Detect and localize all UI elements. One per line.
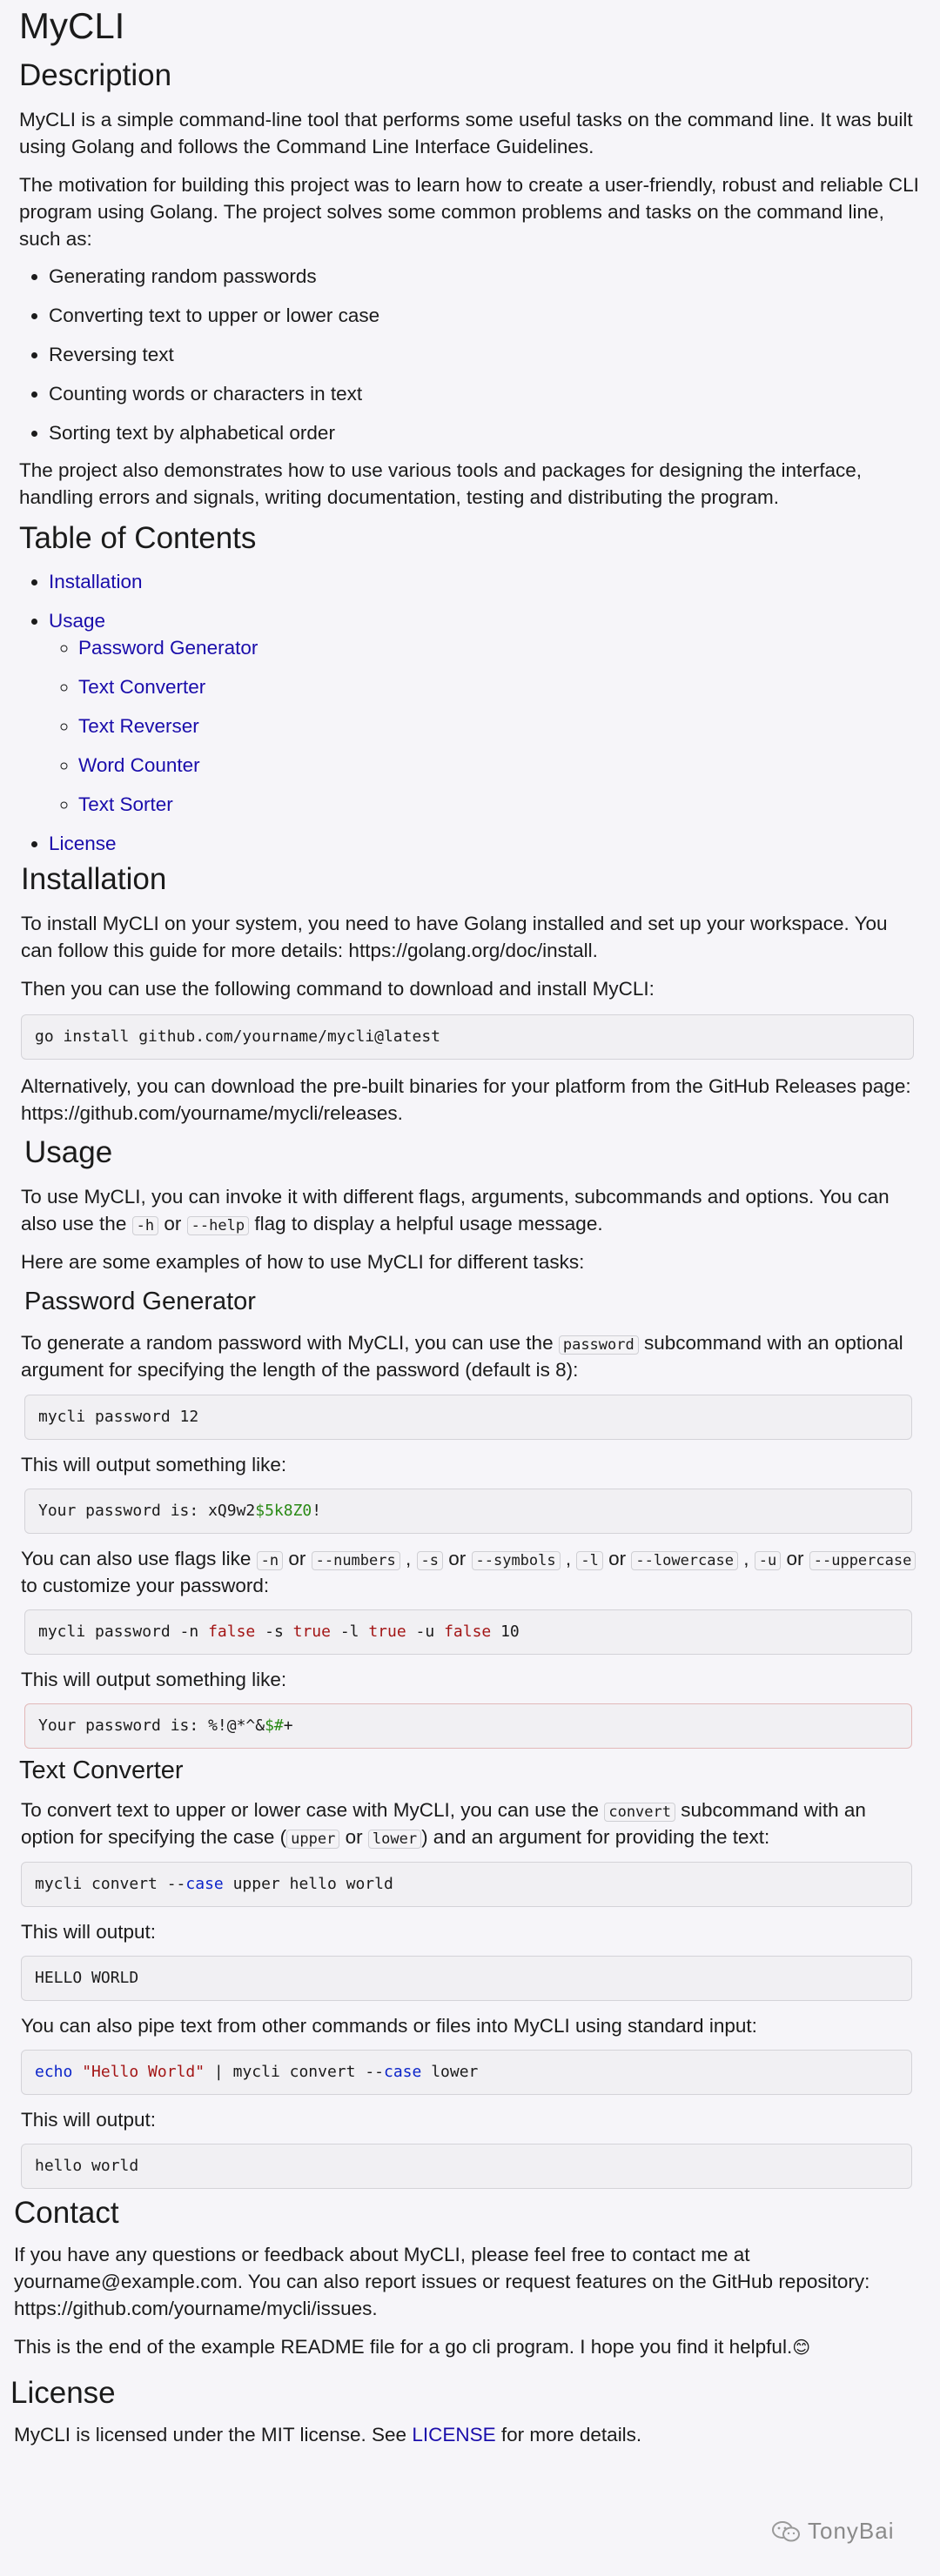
output-highlight: $#: [265, 1716, 284, 1735]
toc-list: [19, 568, 921, 857]
toc-link-text-reverser[interactable]: Text Reverser: [78, 715, 199, 737]
converter-output-label-2: This will output:: [21, 2109, 157, 2131]
contact-heading: Contact: [14, 2196, 119, 2230]
code-text: 10: [491, 1623, 520, 1641]
password-paragraph-1: [21, 1329, 921, 1383]
contact-paragraph-1: If you have any questions or feedback about MyCLI, please feel free to contact me at yourname@example.com. You can also report issues or request features on the GitHub repository: https://github.com/yourname/mycli/issues.: [14, 2244, 870, 2319]
toc-item-license: [49, 830, 921, 857]
license-link[interactable]: LICENSE: [412, 2424, 496, 2446]
license-heading: License: [10, 2376, 116, 2410]
toc-subitem: [78, 713, 921, 739]
code-keyword: case: [185, 1875, 224, 1893]
code-text: mycli convert --: [35, 1875, 186, 1893]
description-paragraph-2: The motivation for building this project was to learn how to create a user-friendly, robust and reliable CLI program using Golang. The project solves some common problems and tasks on the command line, such as:: [19, 174, 919, 250]
license-text: MyCLI is licensed under the MIT license. See: [14, 2424, 407, 2446]
watermark: [771, 2518, 895, 2545]
task-list: [19, 263, 921, 446]
flag-code: -n: [257, 1551, 283, 1570]
toc-link-license[interactable]: License: [49, 833, 117, 854]
installation-paragraph-3: Alternatively, you can download the pre-built binaries for your platform from the GitHub Releases page: https://github.com/yourname/mycli/releases.: [21, 1075, 911, 1124]
password-text: You can also use flags like: [21, 1548, 252, 1569]
toc-heading: Table of Contents: [19, 521, 257, 555]
password-output-block: [24, 1489, 912, 1534]
output-text: Your password is: %!@*^&: [38, 1716, 265, 1735]
license-paragraph: [14, 2421, 921, 2448]
flag-code: --uppercase: [809, 1551, 916, 1570]
code-keyword: case: [384, 2063, 422, 2081]
install-command-block: go install github.com/yourname/mycli@latest: [21, 1014, 914, 1060]
flag-help-code: --help: [187, 1216, 249, 1235]
code-literal: false: [444, 1623, 492, 1641]
description-heading: Description: [19, 58, 172, 92]
code-literal: true: [368, 1623, 406, 1641]
flag-code: --numbers: [312, 1551, 400, 1570]
toc-subitem: [78, 673, 921, 700]
contact-text: This is the end of the example README file for a go cli program. I hope you find it helpful.: [14, 2336, 793, 2358]
convert-subcommand-code: convert: [604, 1803, 675, 1822]
toc-subitem: [78, 634, 921, 661]
password-output-block-2: [24, 1703, 912, 1749]
code-literal: false: [208, 1623, 256, 1641]
code-text: | mycli convert --: [205, 2063, 384, 2081]
usage-text: To use MyCLI, you can invoke it with different flags, arguments, subcommands and options. You can also use the: [21, 1186, 890, 1234]
converter-text: ) and an argument for providing the text:: [421, 1826, 770, 1848]
toc-link-text-sorter[interactable]: Text Sorter: [78, 793, 173, 815]
toc-link-text-converter[interactable]: Text Converter: [78, 676, 206, 698]
converter-output-label: This will output:: [21, 1921, 157, 1943]
convert-upper-output-block: HELLO WORLD: [21, 1956, 912, 2001]
password-output-label-2: This will output something like:: [21, 1669, 287, 1690]
toc-link-usage[interactable]: Usage: [49, 610, 106, 632]
toc-link-installation[interactable]: Installation: [49, 571, 143, 592]
upper-code: upper: [286, 1830, 339, 1849]
list-item: • Counting words or characters in text: [49, 380, 921, 407]
toc-item-installation: [49, 568, 921, 595]
password-paragraph-2: You can also use flags like -n or --numbers , -s or --symbols , -l or --lowercase , -u or --uppercase to customize your password:: [21, 1545, 921, 1599]
code-text: -l: [330, 1623, 369, 1641]
flag-h-code: -h: [132, 1216, 158, 1235]
toc-link-word-counter[interactable]: Word Counter: [78, 754, 200, 776]
text-converter-heading: Text Converter: [19, 1756, 184, 1784]
description-paragraph-1: MyCLI is a simple command-line tool that performs some useful tasks on the command line. It was built using Golang and follows the Command Line Interface Guidelines.: [19, 109, 913, 157]
toc-subitem: [78, 791, 921, 818]
code-keyword: echo: [35, 2063, 73, 2081]
converter-text: subcommand with an option for specifying the case (: [21, 1799, 866, 1848]
installation-heading: Installation: [21, 862, 167, 896]
code-text: mycli password -n: [38, 1623, 209, 1641]
password-subcommand-code: password: [559, 1335, 639, 1355]
convert-pipe-command-block: [21, 2050, 912, 2095]
password-output-label: This will output something like:: [21, 1454, 287, 1475]
installation-paragraph-2: Then you can use the following command to download and install MyCLI:: [21, 978, 655, 1000]
flag-code: -s: [417, 1551, 443, 1570]
password-generator-heading: Password Generator: [24, 1288, 256, 1315]
code-text: -s: [255, 1623, 293, 1641]
usage-paragraph-1: [21, 1183, 921, 1237]
contact-paragraph-2: [14, 2333, 921, 2362]
smile-emoji-icon: 😊: [792, 2338, 811, 2358]
output-text: Your password is: xQ9w2: [38, 1502, 256, 1520]
output-highlight: $5k8Z0: [255, 1502, 312, 1520]
list-item: • Converting text to upper or lower case: [49, 302, 921, 329]
converter-paragraph-2: You can also pipe text from other commands or files into MyCLI using standard input:: [21, 2015, 757, 2037]
description-paragraph-3: The project also demonstrates how to use various tools and packages for designing the interface, handling errors and signals, writing documentation, testing and distributing the program.: [19, 459, 863, 508]
usage-text: flag to display a helpful usage message.: [254, 1213, 603, 1234]
converter-paragraph-1: To convert text to upper or lower case with MyCLI, you can use the convert subcommand with an option for specifying the case ( upper or lower ) and an argument for providing the text:: [21, 1799, 866, 1848]
list-item: • Sorting text by alphabetical order: [49, 419, 921, 446]
license-text: for more details.: [500, 2424, 642, 2446]
toc-subitem: [78, 752, 921, 779]
code-text: lower: [421, 2063, 479, 2081]
password-text: subcommand with an optional argument for specifying the length of the password (default is 8):: [21, 1332, 903, 1381]
flag-code: -u: [755, 1551, 781, 1570]
code-string: "Hello World": [82, 2063, 205, 2081]
usage-heading: Usage: [24, 1135, 113, 1169]
installation-paragraph-1: To install MyCLI on your system, you need to have Golang installed and set up your workspace. You can follow this guide for more details: https://golang.org/doc/install.: [21, 913, 888, 961]
code-text: upper hello world: [223, 1875, 393, 1893]
password-text: to customize your password:: [21, 1575, 270, 1596]
page-title: MyCLI: [19, 5, 125, 46]
password-flags-command-block: [24, 1609, 912, 1655]
convert-upper-command-block: [21, 1862, 912, 1907]
list-item: • Generating random passwords: [49, 263, 921, 290]
watermark-text: TonyBai: [808, 2518, 895, 2544]
output-text: !: [312, 1502, 322, 1520]
flag-code: --lowercase: [631, 1551, 738, 1570]
flag-code: -l: [576, 1551, 602, 1570]
toc-item-usage: [49, 607, 921, 818]
code-text: -u: [406, 1623, 445, 1641]
password-text: To generate a random password with MyCLI, you can use the: [21, 1332, 554, 1354]
toc-link-password-generator[interactable]: Password Generator: [78, 637, 258, 659]
lower-code: lower: [368, 1830, 421, 1849]
wechat-icon: [771, 2520, 801, 2543]
list-item: • Reversing text: [49, 341, 921, 368]
password-command-block: mycli password 12: [24, 1395, 912, 1440]
toc-usage-sublist: [49, 634, 921, 818]
converter-text: To convert text to upper or lower case with MyCLI, you can use the: [21, 1799, 600, 1821]
usage-text: or: [164, 1213, 182, 1234]
code-literal: true: [292, 1623, 331, 1641]
convert-lower-output-block: hello world: [21, 2144, 912, 2189]
flag-code: --symbols: [472, 1551, 561, 1570]
output-text: +: [283, 1716, 293, 1735]
usage-paragraph-2: Here are some examples of how to use MyCLI for different tasks:: [21, 1251, 585, 1273]
